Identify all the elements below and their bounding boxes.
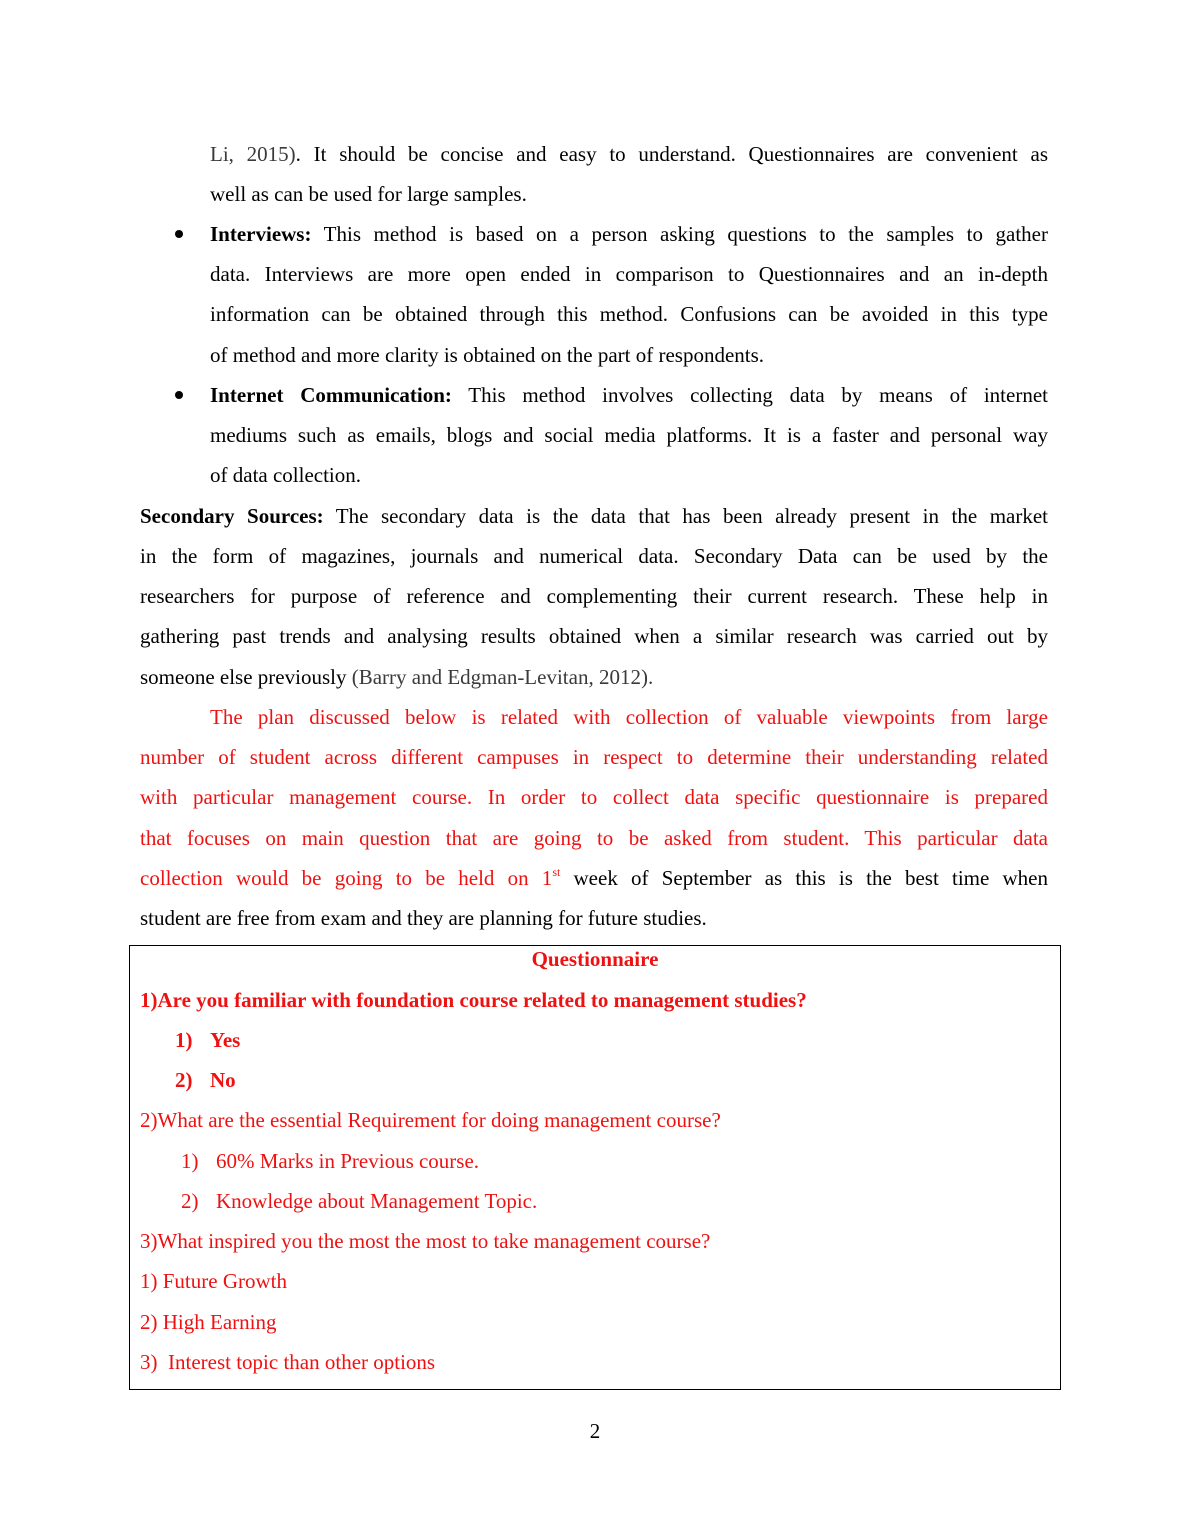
question-1: 1)Are you familiar with foundation course related to management studies? [140,988,807,1012]
bullet-icon [175,391,183,399]
bullet-interviews-line-1: Interviews: This method is based on a person asking questions to the samples to gather [210,222,1048,246]
bullet-interviews-line-3: information can be obtained through this method. Confusions can be avoided in this type [210,302,1048,326]
plan-line-5: collection would be going to be held on 1st week of September as this is the best time when [140,865,1048,890]
plan-line-2: number of student across different campuses in respect to determine their understanding related [140,745,1048,769]
q1-option-yes: Yes [210,1028,241,1052]
intro-line-1: Li, 2015). It should be concise and easy to understand. Questionnaires are convenient as [210,142,1049,166]
secondary-term: Secondary Sources: [140,504,324,528]
secondary-line-5: someone else previously (Barry and Edgman-Levitan, 2012). [140,665,654,689]
intro-line-2: well as can be used for large samples. [210,182,527,206]
bullet-term: Interviews: [210,222,312,246]
page-number: 2 [589,1419,601,1443]
citation: (Barry and Edgman-Levitan, 2012). [351,665,654,689]
plan-line-4: that focuses on main question that are going to be asked from student. This particular data [140,826,1048,850]
question-3: 3)What inspired you the most the most to take management course? [140,1229,711,1253]
secondary-line-4: gathering past trends and analysing results obtained when a similar research was carried out by [140,624,1048,648]
q3-option-interest: 3) Interest topic than other options [140,1350,436,1374]
plan-line-1: The plan discussed below is related with collection of valuable viewpoints from large [210,705,1048,729]
plan-line-3: with particular management course. In order to collect data specific questionnaire is prepared [140,785,1048,809]
q2-option-num: 1) [181,1149,199,1173]
citation: Li, 2015) [210,142,296,166]
q1-option-num: 2) [175,1068,193,1092]
question-2: 2)What are the essential Requirement for doing management course? [140,1108,721,1132]
bullet-internet-line-2: mediums such as emails, blogs and social media platforms. It is a faster and personal way [210,423,1048,447]
bullet-interviews-line-4: of method and more clarity is obtained on the part of respondents. [210,343,765,367]
bullet-term: Internet Communication: [210,383,452,407]
bullet-interviews-line-2: data. Interviews are more open ended in comparison to Questionnaires and an in-depth [210,262,1048,286]
plan-line-6: student are free from exam and they are planning for future studies. [140,906,707,930]
q3-option-earning: 2) High Earning [140,1310,277,1334]
bullet-icon [175,230,183,238]
q1-option-no: No [210,1068,236,1092]
q2-option-knowledge: Knowledge about Management Topic. [216,1189,538,1213]
questionnaire-title: Questionnaire [531,947,659,971]
secondary-line-3: researchers for purpose of reference and complementing their current research. These help in [140,584,1048,608]
q1-option-num: 1) [175,1028,193,1052]
bullet-internet-line-1: Internet Communication: This method involves collecting data by means of internet [210,383,1048,407]
bullet-internet-line-3: of data collection. [210,463,362,487]
secondary-line-1: Secondary Sources: The secondary data is the data that has been already present in the market [140,504,1048,528]
q2-option-num: 2) [181,1189,199,1213]
q2-option-marks: 60% Marks in Previous course. [216,1149,480,1173]
q3-option-growth: 1) Future Growth [140,1269,287,1293]
secondary-line-2: in the form of magazines, journals and numerical data. Secondary Data can be used by the [140,544,1048,568]
